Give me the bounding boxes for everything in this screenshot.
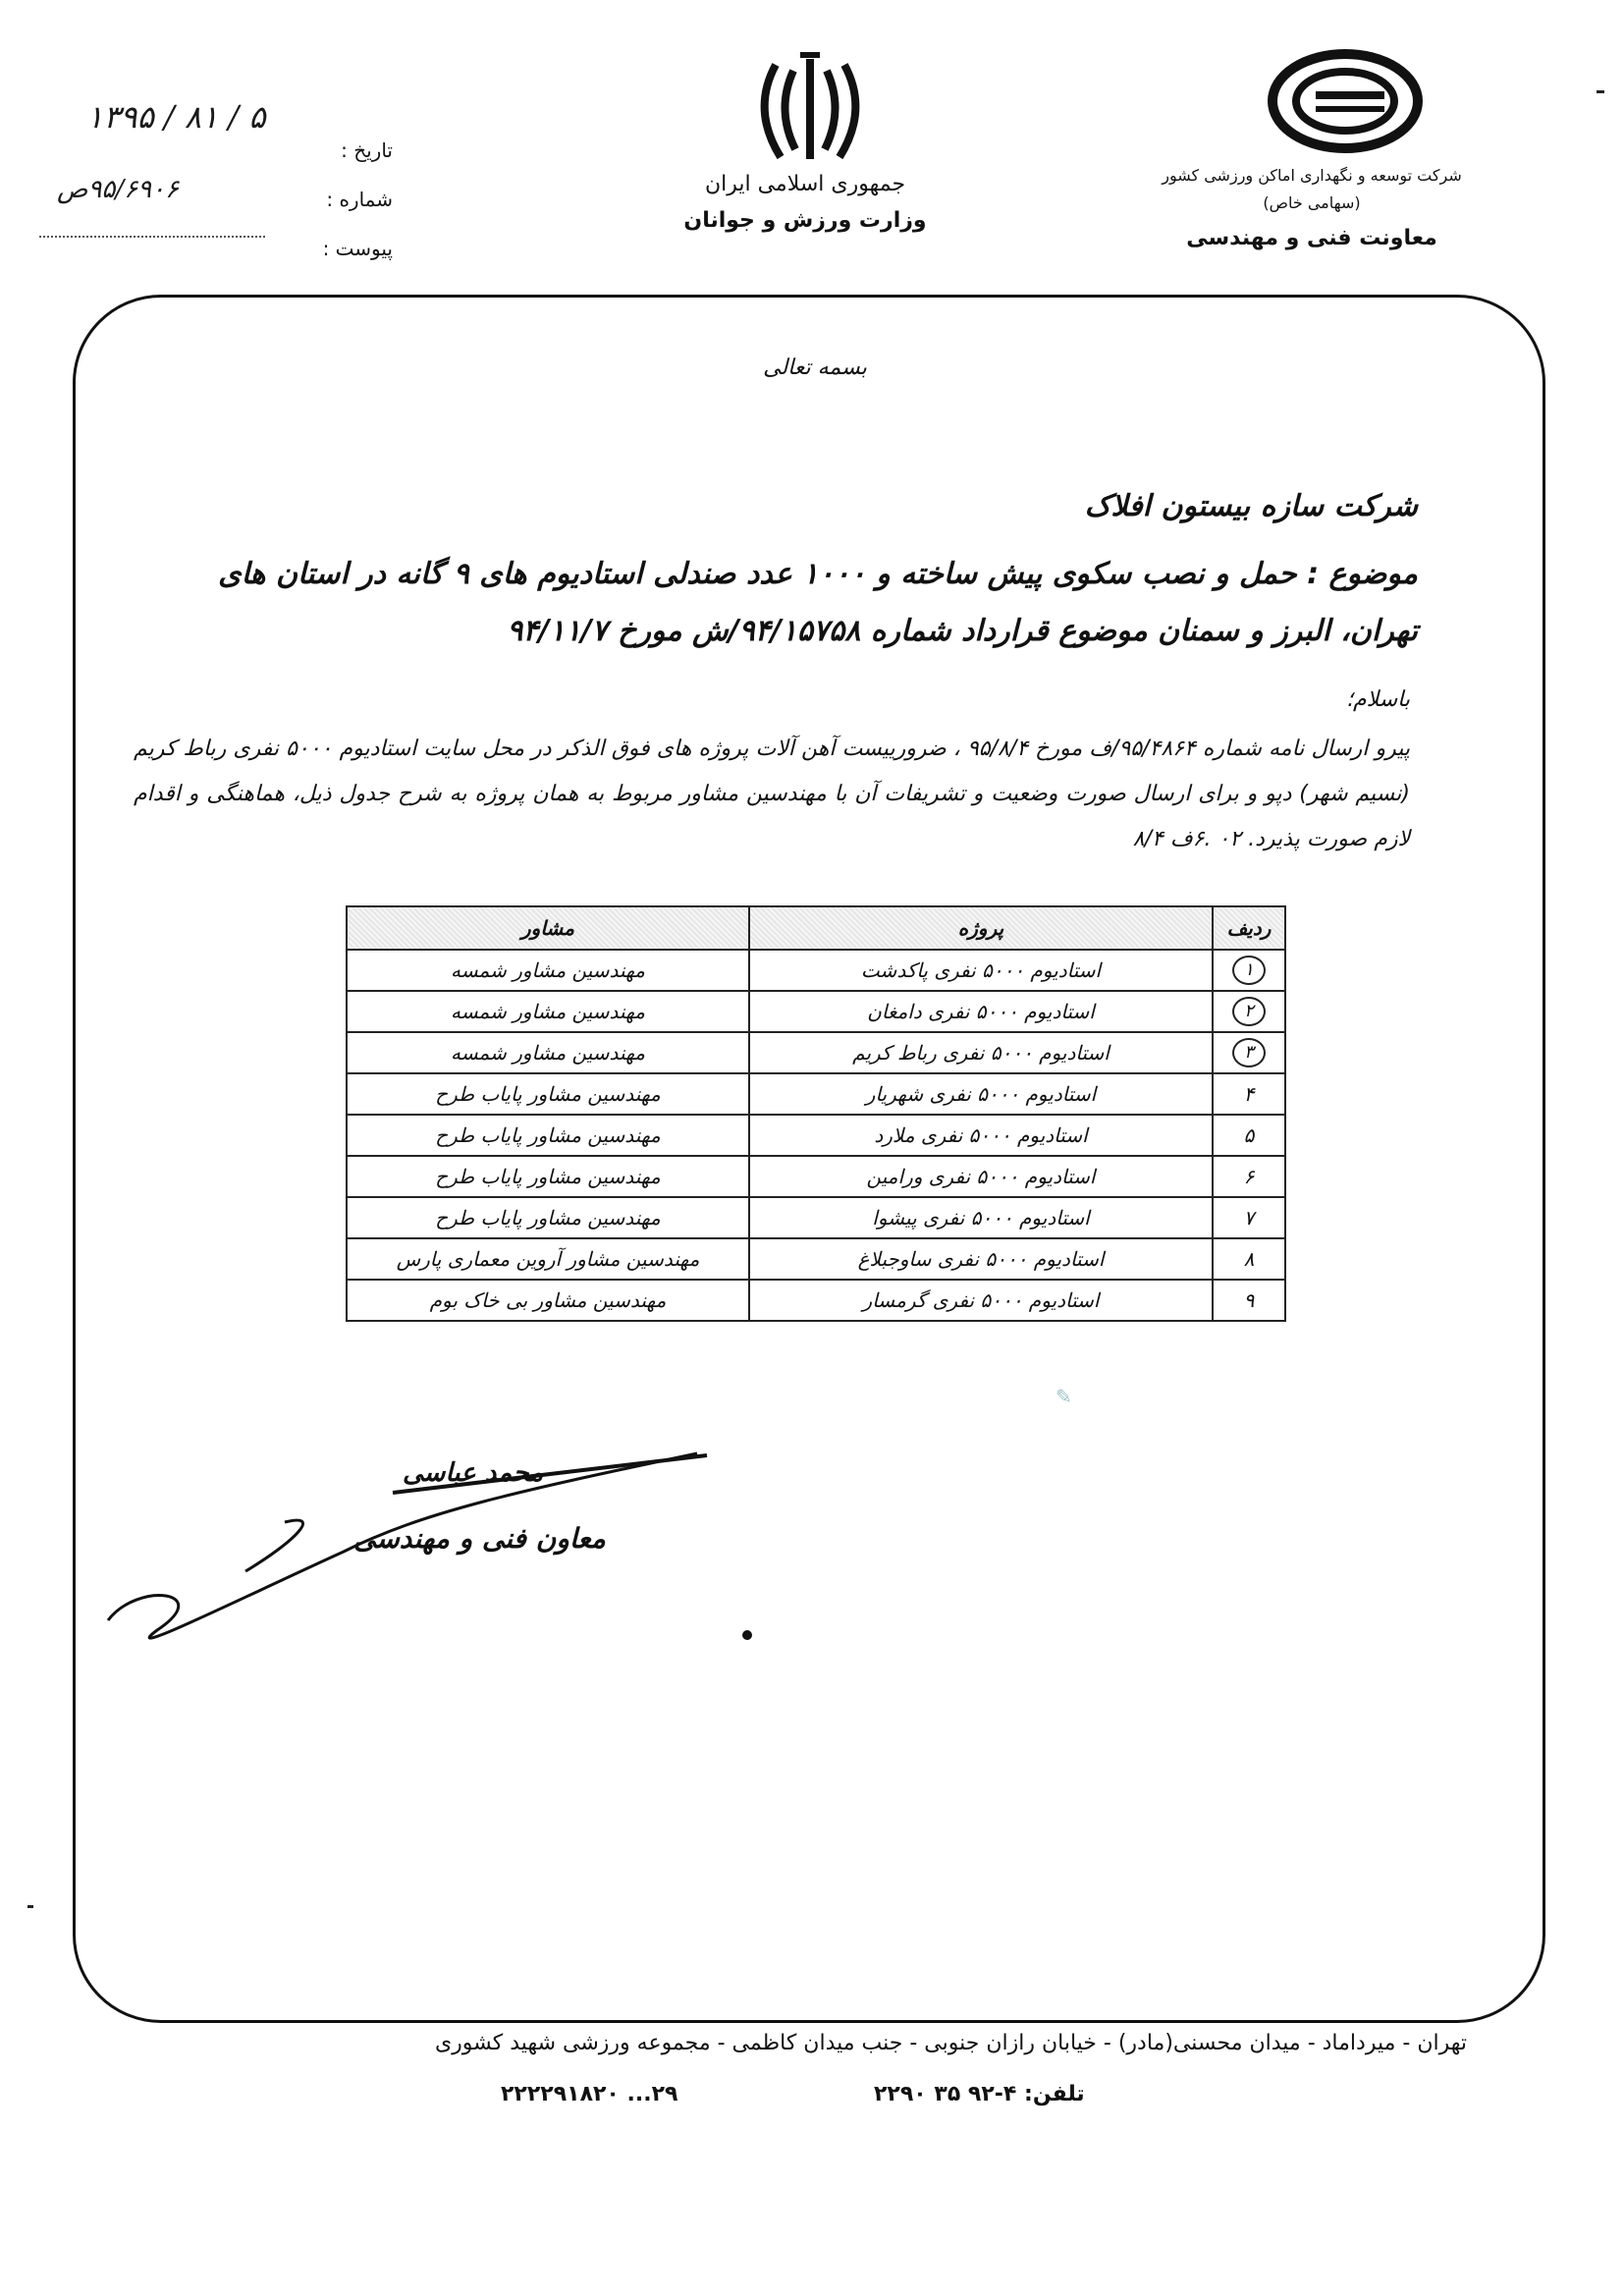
consultant-cell: مهندسین مشاور پایاب طرح — [347, 1156, 749, 1197]
project-cell: استادیوم ۵۰۰۰ نفری پیشوا — [749, 1197, 1213, 1238]
project-cell: استادیوم ۵۰۰۰ نفری گرمسار — [749, 1280, 1213, 1321]
table-header-row — [347, 906, 1285, 950]
table-row — [347, 991, 1285, 1032]
consultant-cell: مهندسین مشاور شمسه — [347, 991, 749, 1032]
table-row — [347, 1073, 1285, 1115]
edge-mark — [27, 1905, 33, 1908]
consultant-cell: مهندسین مشاور پایاب طرح — [347, 1073, 749, 1115]
row-number: ۲ — [1232, 997, 1266, 1026]
row-number: ۸ — [1213, 1238, 1285, 1280]
consultant-cell: مهندسین مشاور آروین معماری پارس — [347, 1238, 749, 1280]
project-cell: استادیوم ۵۰۰۰ نفری شهریار — [749, 1073, 1213, 1115]
republic-name: جمهوری اسلامی ایران — [704, 172, 906, 196]
recipient: شرکت سازه بیستون افلاک — [1084, 489, 1418, 523]
company-department: معاونت فنی و مهندسی — [1186, 226, 1437, 250]
emblem-icon — [746, 51, 874, 169]
header-row-number: ردیف — [1213, 906, 1285, 950]
date-value: ۱۳۹۵ / ۸۱ / ۵ — [86, 98, 266, 136]
company-logo — [1267, 47, 1424, 155]
table-row — [347, 1280, 1285, 1321]
company-type: (سهامی خاص) — [1263, 193, 1361, 212]
consultant-cell: مهندسین مشاور شمسه — [347, 950, 749, 991]
attachment-label: پیوست : — [322, 237, 393, 260]
signer-name: محمد عباسی — [403, 1458, 544, 1488]
row-number: ۷ — [1213, 1197, 1285, 1238]
project-cell: استادیوم ۵۰۰۰ نفری ساوجبلاغ — [749, 1238, 1213, 1280]
edge-mark — [1597, 90, 1604, 93]
row-number: ۶ — [1213, 1156, 1285, 1197]
table-row — [347, 1197, 1285, 1238]
ministry-name: وزارت ورزش و جوانان — [683, 208, 927, 233]
signer-role: معاون فنی و مهندسی — [353, 1522, 606, 1555]
company-name: شرکت توسعه و نگهداری اماکن ورزشی کشور — [1162, 166, 1462, 185]
table-row — [347, 1032, 1285, 1073]
consultant-cell: مهندسین مشاور پایاب طرح — [347, 1197, 749, 1238]
subject: موضوع : حمل و نصب سکوی پیش ساخته و ۱۰۰۰ عدد صندلی استادیوم های ۹ گانه در استان های تهران، البرز و سمنان موضوع قرارداد شماره ۹۴/۱۵۷۵۸/ش مورخ ۹۴/۱۱/۷ — [218, 557, 1418, 648]
project-cell: استادیوم ۵۰۰۰ نفری پاکدشت — [749, 950, 1213, 991]
number-value: ۹۵/۶۹۰۶ص — [57, 175, 179, 204]
footer-fax: ۲۹... ۲۲۲۲۹۱۸۲۰ — [501, 2082, 678, 2106]
footer-address: تهران - میرداماد - میدان محسنی(مادر) - خیابان رازان جنوبی - جنب میدان کاظمی - مجموعه ورزشی شهید کشوری — [434, 2031, 1467, 2055]
footer-phone: تلفن: ۴-۹۲ ۳۵ ۲۲۹۰ — [874, 2082, 1085, 2106]
dot-mark — [742, 1630, 752, 1640]
row-number: ۱ — [1232, 956, 1266, 985]
attachment-dotted-line — [39, 236, 265, 238]
number-label: شماره : — [326, 188, 393, 211]
header-project: پروژه — [749, 906, 1213, 950]
republic-block — [609, 172, 1001, 233]
date-label: تاریخ : — [341, 138, 393, 162]
consultant-cell: مهندسین مشاور بی خاک بوم — [347, 1280, 749, 1321]
letter-meta — [255, 126, 393, 273]
row-number: ۴ — [1213, 1073, 1285, 1115]
project-cell: استادیوم ۵۰۰۰ نفری ورامین — [749, 1156, 1213, 1197]
row-number: ۵ — [1213, 1115, 1285, 1156]
letter-body: پیرو ارسال نامه شماره ۹۵/۴۸۶۴/ف مورخ ۹۵/۸/۴ ، ضرورییست آهن آلات پروژه های فوق الذکر در محل سایت استادیوم ۵۰۰۰ نفری رباط کریم (نسیم شهر) دپو و برای ارسال صورت وضعیت و تشریفات آن با مهندسین مشاور مربوط به همان پروژه به شرح جدول ذیل، هماهنگی و اقدام لازم صورت پذیرد. ۰۲ .۶ف ۸/۴ — [134, 737, 1410, 851]
project-cell: استادیوم ۵۰۰۰ نفری دامغان — [749, 991, 1213, 1032]
row-number: ۹ — [1213, 1280, 1285, 1321]
stamp-mark-icon: ✎ — [1056, 1385, 1072, 1408]
table-row — [347, 1238, 1285, 1280]
company-block — [1106, 162, 1518, 252]
row-number: ۳ — [1232, 1038, 1266, 1067]
table-row — [347, 1115, 1285, 1156]
consultant-cell: مهندسین مشاور پایاب طرح — [347, 1115, 749, 1156]
table-row — [347, 950, 1285, 991]
greeting: باسلام؛ — [1345, 687, 1410, 712]
consultant-cell: مهندسین مشاور شمسه — [347, 1032, 749, 1073]
table-row — [347, 1156, 1285, 1197]
projects-table — [346, 905, 1286, 1322]
project-cell: استادیوم ۵۰۰۰ نفری ملارد — [749, 1115, 1213, 1156]
project-cell: استادیوم ۵۰۰۰ نفری رباط کریم — [749, 1032, 1213, 1073]
basmala: بسمه تعالی — [763, 355, 867, 380]
header-consultant: مشاور — [347, 906, 749, 950]
